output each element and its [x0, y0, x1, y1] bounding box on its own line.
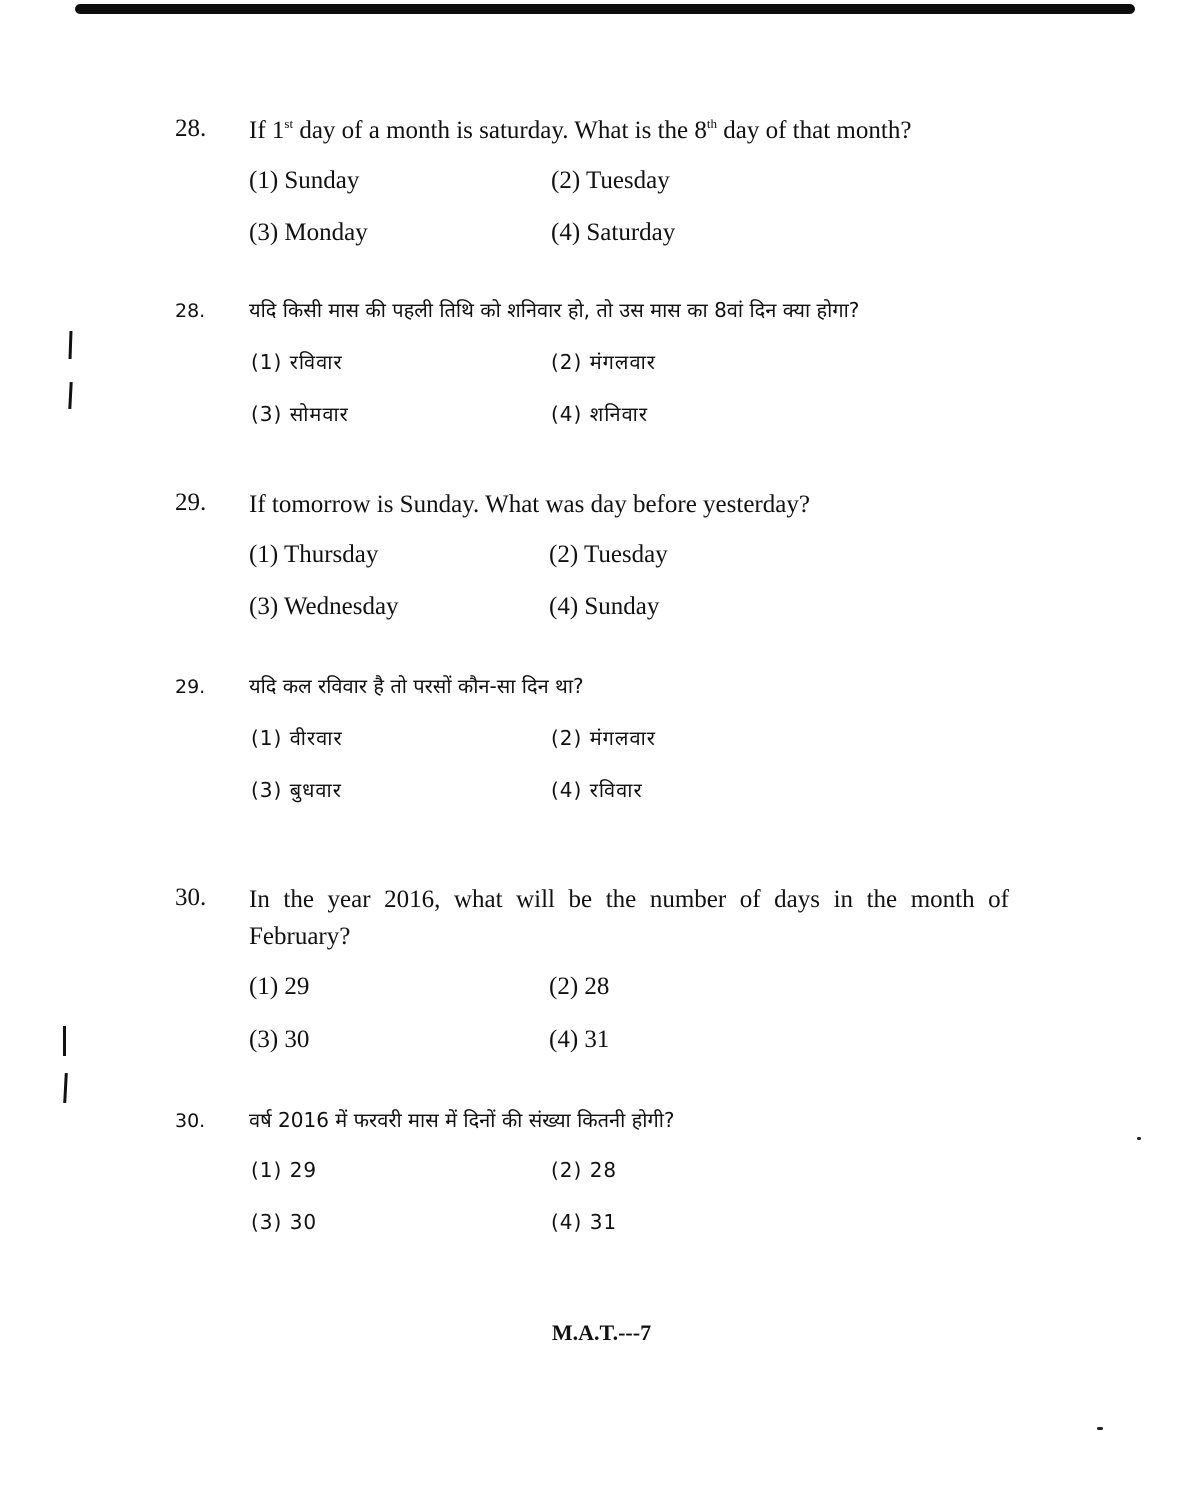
option-3[interactable]: (3) Wednesday [249, 593, 399, 620]
option-3[interactable]: (3) Monday [249, 219, 368, 246]
margin-mark [63, 1026, 66, 1056]
margin-mark [69, 331, 73, 359]
option-2[interactable]: (2) Tuesday [549, 541, 668, 568]
option-4[interactable]: (4) 31 [551, 1210, 618, 1234]
question-text: If 1st day of a month is saturday. What is the 8th day of that month? [249, 116, 912, 144]
question-number: 30. [175, 1110, 206, 1132]
scan-speck [1097, 1427, 1103, 1430]
option-2[interactable]: (2) मंगलवार [551, 726, 656, 750]
option-1[interactable]: (1) Sunday [249, 167, 360, 194]
question-text: If tomorrow is Sunday. What was day before yesterday? [249, 491, 810, 518]
page-footer: M.A.T.---7 [551, 1320, 652, 1345]
option-4[interactable]: (4) Sunday [549, 593, 660, 620]
option-2[interactable]: (2) मंगलवार [551, 350, 656, 374]
option-2[interactable]: (2) 28 [551, 1158, 618, 1182]
option-1[interactable]: (1) Thursday [249, 541, 379, 568]
question-text: यदि कल रविवार है तो परसों कौन-सा दिन था? [249, 674, 584, 698]
option-1[interactable]: (1) वीरवार [251, 726, 343, 750]
option-4[interactable]: (4) Saturday [551, 219, 676, 246]
question-text: यदि किसी मास की पहली तिथि को शनिवार हो, तो उस मास का 8वां दिन क्या होगा? [249, 298, 860, 322]
question-text: वर्ष 2016 में फरवरी मास में दिनों की संख्या कितनी होगी? [249, 1108, 675, 1132]
question-number: 30. [175, 884, 207, 911]
option-3[interactable]: (3) सोमवार [251, 402, 349, 426]
question-number: 28. [175, 115, 207, 142]
question-text: In the year 2016, what will be the number of days in the month of February? [249, 886, 1009, 950]
top-rule [75, 4, 1135, 14]
question-number: 29. [175, 676, 206, 698]
option-3[interactable]: (3) 30 [249, 1026, 310, 1053]
option-1[interactable]: (1) 29 [249, 973, 310, 1000]
option-4[interactable]: (4) रविवार [551, 778, 643, 802]
option-3[interactable]: (3) 30 [251, 1210, 318, 1234]
option-1[interactable]: (1) 29 [251, 1158, 318, 1182]
question-number: 29. [175, 489, 207, 516]
option-2[interactable]: (2) Tuesday [551, 167, 670, 194]
margin-mark [68, 382, 72, 409]
option-4[interactable]: (4) 31 [549, 1026, 610, 1053]
margin-mark [63, 1073, 68, 1103]
option-2[interactable]: (2) 28 [549, 973, 610, 1000]
option-4[interactable]: (4) शनिवार [551, 402, 649, 426]
scan-speck [1137, 1137, 1141, 1140]
question-number: 28. [175, 300, 206, 322]
option-1[interactable]: (1) रविवार [251, 350, 343, 374]
option-3[interactable]: (3) बुधवार [251, 778, 342, 802]
